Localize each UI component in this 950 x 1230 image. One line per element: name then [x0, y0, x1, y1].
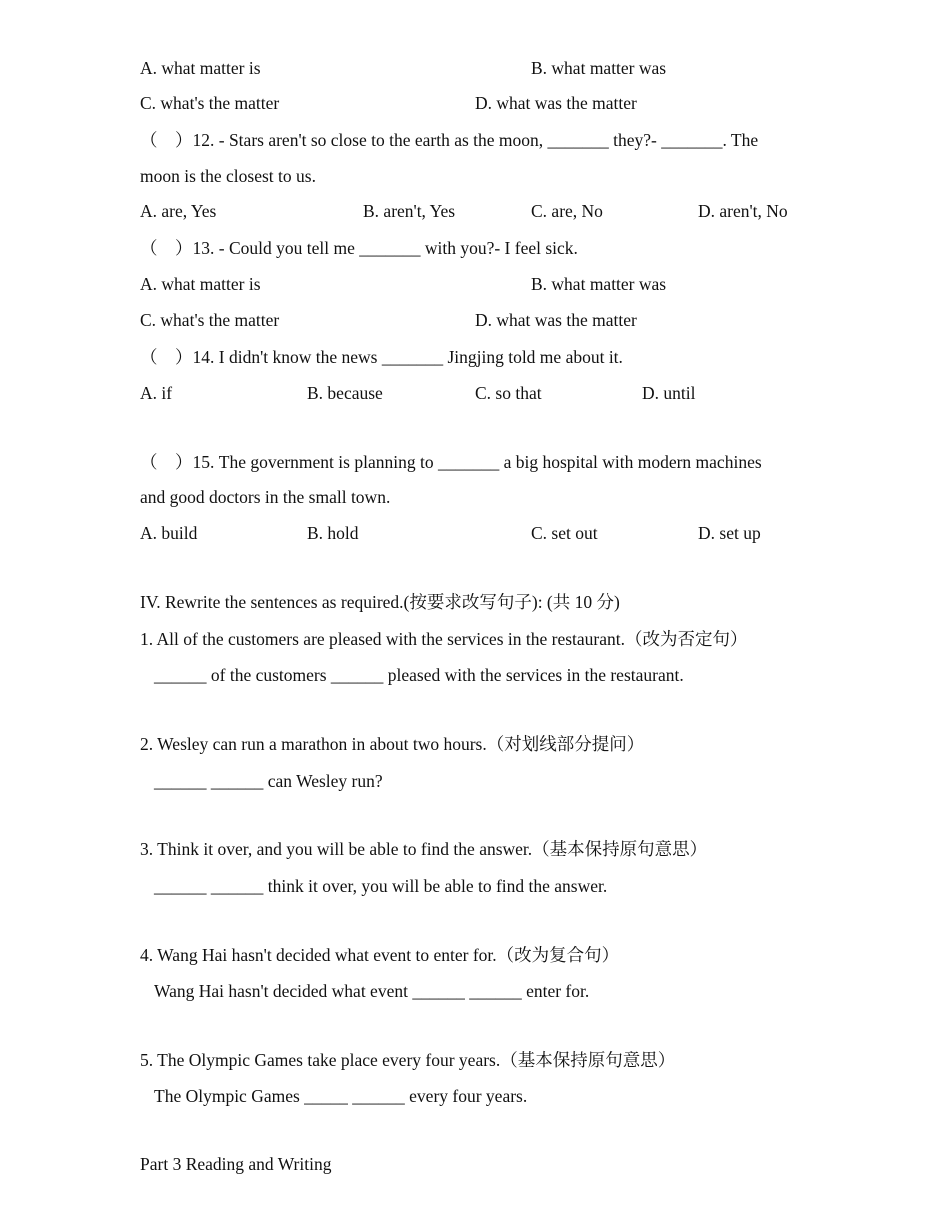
rewrite-5-answer: The Olympic Games _____ ______ every four years. — [154, 1086, 528, 1106]
question-13-option-c: C. what's the matter — [140, 310, 280, 330]
question-14-option-b: B. because — [307, 383, 383, 403]
question-13-stem: （ ）13. - Could you tell me _______ with you?- I feel sick. — [140, 238, 578, 258]
question-15-option-d: D. set up — [698, 523, 761, 543]
question-12-option-b: B. aren't, Yes — [363, 201, 456, 221]
rewrite-2-answer: ______ ______ can Wesley run? — [154, 771, 383, 791]
question-12-option-c: C. are, No — [531, 201, 603, 221]
question-15-option-b: B. hold — [307, 523, 359, 543]
question-13-option-b: B. what matter was — [531, 274, 667, 294]
prev-option-a: A. what matter is — [140, 58, 261, 78]
rewrite-5-prompt: 5. The Olympic Games take place every four years.（基本保持原句意思） — [140, 1050, 676, 1070]
rewrite-2-prompt: 2. Wesley can run a marathon in about two hours.（对划线部分提问） — [140, 734, 645, 754]
question-14-stem: （ ）14. I didn't know the news _______ Jingjing told me about it. — [140, 347, 623, 367]
question-12-stem: （ ）12. - Stars aren't so close to the earth as the moon, _______ they?- _______. The — [140, 130, 759, 150]
prev-option-d: D. what was the matter — [475, 93, 637, 113]
question-12-stem-cont: moon is the closest to us. — [140, 166, 316, 186]
question-15-stem-cont: and good doctors in the small town. — [140, 487, 391, 507]
question-13-option-a: A. what matter is — [140, 274, 261, 294]
rewrite-4-answer: Wang Hai hasn't decided what event ______ ______ enter for. — [154, 981, 590, 1001]
question-14-option-a: A. if — [140, 383, 173, 403]
question-15-stem: （ ）15. The government is planning to _______ a big hospital with modern machines — [140, 452, 762, 472]
prev-option-b: B. what matter was — [531, 58, 667, 78]
rewrite-4-prompt: 4. Wang Hai hasn't decided what event to enter for.（改为复合句） — [140, 945, 620, 965]
question-13-option-d: D. what was the matter — [475, 310, 637, 330]
question-12-option-d: D. aren't, No — [698, 201, 788, 221]
question-14-option-c: C. so that — [475, 383, 542, 403]
question-15-option-a: A. build — [140, 523, 198, 543]
rewrite-3-answer: ______ ______ think it over, you will be able to find the answer. — [154, 876, 608, 896]
rewrite-1-prompt: 1. All of the customers are pleased with the services in the restaurant.（改为否定句） — [140, 629, 748, 649]
question-12-option-a: A. are, Yes — [140, 201, 217, 221]
question-14-option-d: D. until — [642, 383, 696, 403]
rewrite-1-answer: ______ of the customers ______ pleased with the services in the restaurant. — [154, 665, 684, 685]
part-3-heading: Part 3 Reading and Writing — [140, 1154, 332, 1174]
prev-option-c: C. what's the matter — [140, 93, 280, 113]
rewrite-3-prompt: 3. Think it over, and you will be able to find the answer.（基本保持原句意思） — [140, 839, 708, 859]
question-15-option-c: C. set out — [531, 523, 598, 543]
section-4-heading: IV. Rewrite the sentences as required.(按要求改写句子): (共 10 分) — [140, 592, 620, 612]
